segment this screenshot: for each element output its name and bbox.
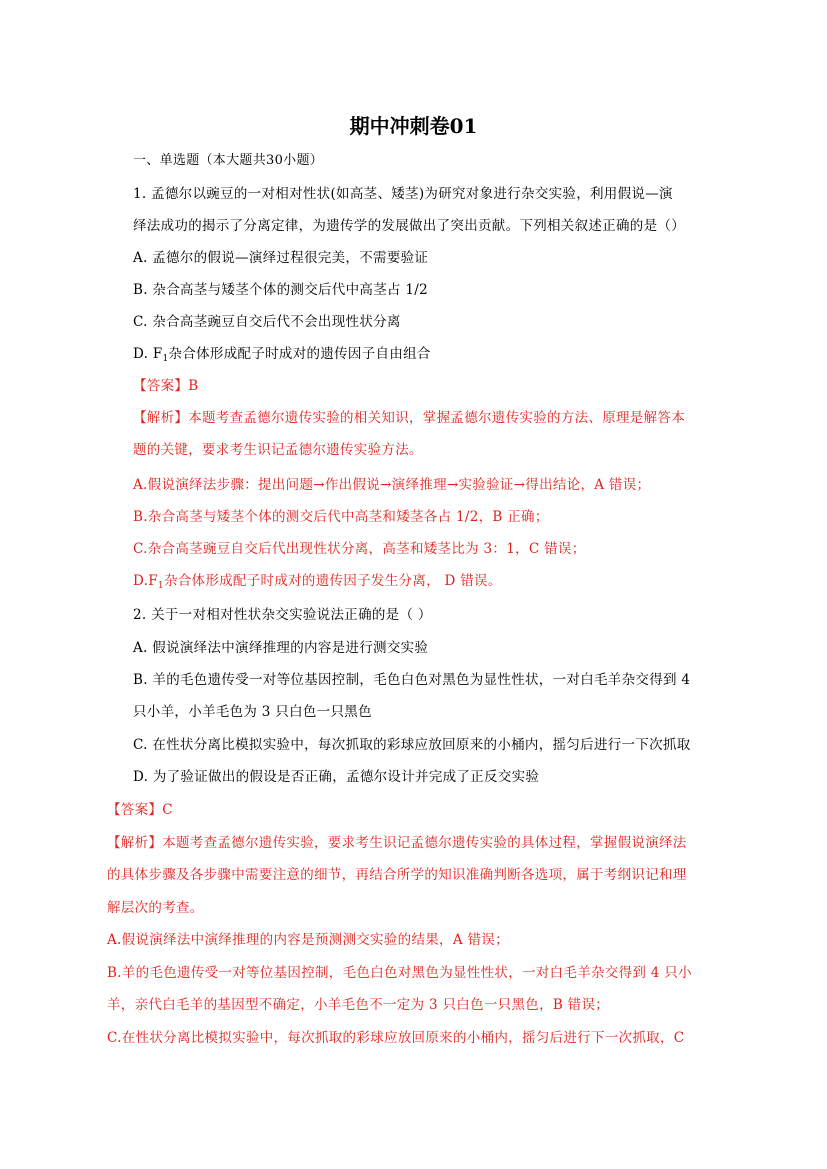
q2-expl-b-line2: 羊，亲代白毛羊的基因型不确定，小羊毛色不一定为 3 只白色一只黑色，B 错误；: [107, 997, 610, 1013]
q2-expl-a: A.假说演绎法中演绎推理的内容是预测测交实验的结果，A 错误；: [107, 932, 509, 948]
q1-expl-d: $D.F_1$杂合体形成配子时成对的遗传因子发生分离， D 错误。: [133, 573, 502, 591]
q1-stem-line2: 绎法成功的揭示了分离定律，为遗传学的发展做出了突出贡献。下列相关叙述正确的是（）: [133, 218, 685, 234]
q2-analysis-line2: 的具体步骤及各步骤中需要注意的细节，再结合所学的知识准确判断各选项，属于考纲识记和理: [107, 867, 687, 883]
q2-stem: 2. 关于一对相对性状杂交实验说法正确的是（ ）: [133, 607, 432, 623]
q2-analysis-line3: 解层次的考查。: [107, 900, 204, 916]
q1-option-b: B. 杂合高茎与矮茎个体的测交后代中高茎占 1/2: [133, 282, 429, 298]
q1-option-c: C. 杂合高茎豌豆自交后代不会出现性状分离: [133, 314, 401, 330]
q2-answer: 【答案】C: [107, 802, 173, 818]
q2-option-b-line1: B. 羊的毛色遗传受一对等位基因控制，毛色白色对黑色为显性性状，一对白毛羊杂交得到 4: [133, 672, 691, 688]
q1-option-d: D. $F_1$杂合体形成配子时成对的遗传因子自由组合: [133, 346, 431, 364]
q2-analysis-line1: 【解析】本题考查孟德尔遗传实验，要求考生识记孟德尔遗传实验的具体过程，掌握假说演绎法: [107, 835, 687, 851]
q1-expl-a: A.假说演绎法步骤：提出问题→作出假说→演绎推理→实验验证→得出结论，A 错误；: [133, 477, 651, 493]
q2-option-b-line2: 只小羊，小羊毛色为 3 只白色一只黑色: [133, 704, 372, 720]
q1-option-a: A. 孟德尔的假说—演绎过程很完美，不需要验证: [133, 250, 429, 266]
q1-expl-c: C.杂合高茎豌豆自交后代出现性状分离，高茎和矮茎比为 3：1，C 错误；: [133, 541, 586, 557]
q1-expl-b: B.杂合高茎与矮茎个体的测交后代中高茎和矮茎各占 1/2，B 正确；: [133, 509, 549, 525]
q2-option-a: A. 假说演绎法中演绎推理的内容是进行测交实验: [133, 640, 429, 656]
page-title: 期中冲刺卷01: [349, 114, 478, 138]
q2-expl-b-line1: B.羊的毛色遗传受一对等位基因控制，毛色白色对黑色为显性性状，一对白毛羊杂交得到 4 只小: [107, 965, 692, 981]
q1-analysis-line1: 【解析】本题考查孟德尔遗传实验的相关知识，掌握孟德尔遗传实验的方法、原理是解答本: [133, 410, 685, 426]
q2-option-c: C. 在性状分离比模拟实验中，每次抓取的彩球应放回原来的小桶内，摇匀后进行一下次抓取: [133, 737, 691, 753]
q2-expl-c: C.在性状分离比模拟实验中，每次抓取的彩球应放回原来的小桶内，摇匀后进行下一次抓取，C: [107, 1030, 685, 1046]
q1-stem-line1: 1. 孟德尔以豌豆的一对相对性状(如高茎、矮茎)为研究对象进行杂交实验，利用假说—演: [133, 186, 673, 202]
section-heading: 一、单选题（本大题共30小题）: [133, 153, 324, 168]
q2-option-d: D. 为了验证做出的假设是否正确，孟德尔设计并完成了正反交实验: [133, 769, 540, 785]
q1-analysis-line2: 题的关键，要求考生识记孟德尔遗传实验方法。: [133, 442, 423, 458]
q1-answer: 【答案】B: [133, 378, 199, 394]
